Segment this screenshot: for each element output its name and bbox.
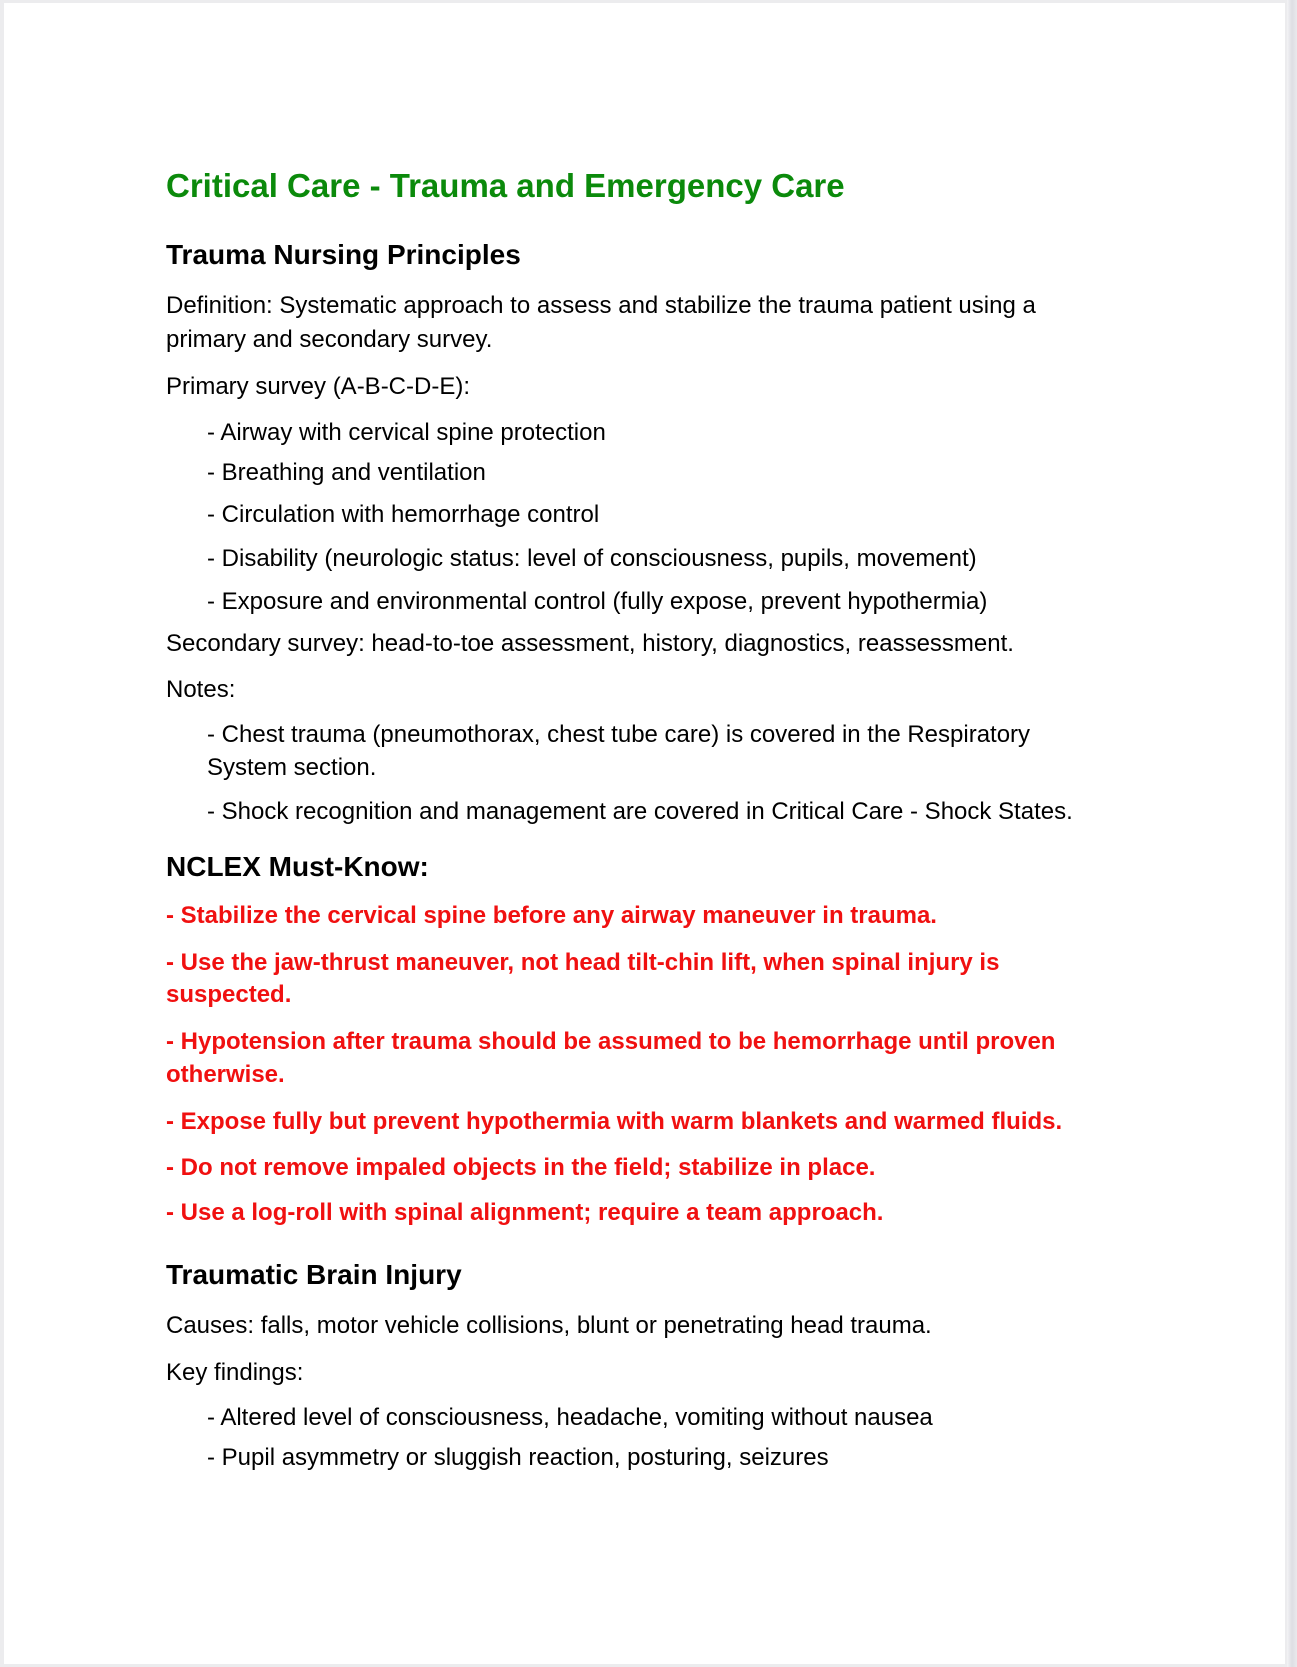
must-know-item: - Expose fully but prevent hypothermia with warm blankets and warmed fluids.: [166, 1108, 1063, 1135]
list-item: - Airway with cervical spine protection: [207, 419, 606, 446]
note-item: - Shock recognition and management are covered in Critical Care - Shock States.: [207, 798, 1073, 825]
must-know-item: - Use a log-roll with spinal alignment; require a team approach.: [166, 1199, 884, 1226]
key-findings-label: Key findings:: [166, 1359, 304, 1386]
note-item-cont: System section.: [207, 754, 377, 781]
must-know-item-cont: suspected.: [166, 981, 292, 1008]
secondary-survey-text: Secondary survey: head-to-toe assessment, history, diagnostics, reassessment.: [166, 630, 1014, 657]
notes-label: Notes:: [166, 676, 236, 703]
section-heading-nclex: NCLEX Must-Know:: [166, 851, 429, 882]
section-heading-trauma-principles: Trauma Nursing Principles: [166, 239, 521, 270]
list-item: - Exposure and environmental control (fully expose, prevent hypothermia): [207, 588, 988, 615]
note-item: - Chest trauma (pneumothorax, chest tube care) is covered in the Respiratory: [207, 721, 1031, 748]
list-item: - Disability (neurologic status: level of consciousness, pupils, movement): [207, 545, 977, 572]
list-item: - Altered level of consciousness, headache, vomiting without nausea: [207, 1404, 933, 1431]
page-edge-shadow: [1287, 0, 1297, 1667]
must-know-item: - Do not remove impaled objects in the field; stabilize in place.: [166, 1154, 876, 1181]
must-know-item: - Hypotension after trauma should be assumed to be hemorrhage until proven: [166, 1028, 1056, 1055]
definition-text: Definition: Systematic approach to assess and stabilize the trauma patient using a: [166, 292, 1036, 319]
must-know-item: - Stabilize the cervical spine before any airway maneuver in trauma.: [166, 902, 937, 929]
list-item: - Circulation with hemorrhage control: [207, 501, 600, 528]
must-know-item-cont: otherwise.: [166, 1061, 285, 1088]
document-page: [4, 3, 1285, 1664]
page-title: Critical Care - Trauma and Emergency Care: [166, 167, 845, 204]
list-item: - Pupil asymmetry or sluggish reaction, posturing, seizures: [207, 1444, 829, 1471]
primary-survey-label: Primary survey (A-B-C-D-E):: [166, 373, 470, 400]
definition-text-cont: primary and secondary survey.: [166, 326, 493, 353]
list-item: - Breathing and ventilation: [207, 459, 486, 486]
section-heading-tbi: Traumatic Brain Injury: [166, 1259, 462, 1290]
must-know-item: - Use the jaw-thrust maneuver, not head tilt-chin lift, when spinal injury is: [166, 949, 1000, 976]
causes-text: Causes: falls, motor vehicle collisions, blunt or penetrating head trauma.: [166, 1312, 932, 1339]
